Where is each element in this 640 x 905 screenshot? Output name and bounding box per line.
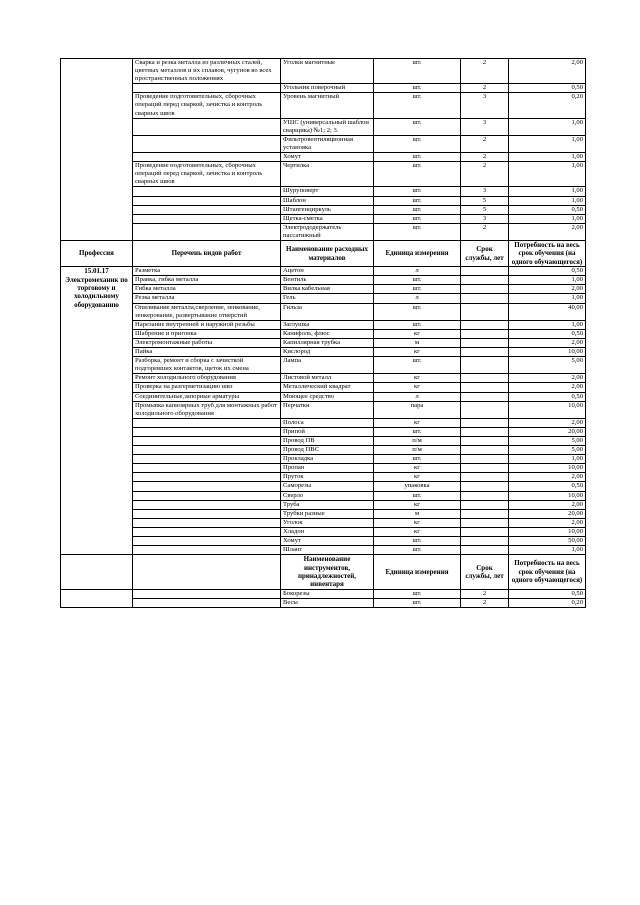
item-cell: Чертилка [281, 162, 374, 187]
unit-cell: шт. [374, 455, 461, 464]
document-page [60, 58, 585, 608]
qty-cell: 1,00 [509, 162, 586, 187]
item-cell: Провод ПВ [281, 436, 374, 445]
table-row [61, 294, 586, 303]
term-cell [461, 329, 509, 338]
table-row [61, 214, 586, 223]
unit-cell: шт. [374, 598, 461, 607]
work-cell [133, 135, 281, 152]
work-cell [133, 223, 281, 240]
term-cell [461, 267, 509, 276]
item-cell: Пропан [281, 464, 374, 473]
term-cell [461, 374, 509, 383]
work-cell [133, 491, 281, 500]
work-cell [133, 464, 281, 473]
term-cell: 2 [461, 162, 509, 187]
term-cell [461, 491, 509, 500]
item-cell: Хладон [281, 527, 374, 536]
table-row [61, 267, 586, 276]
qty-cell: 10,00 [509, 491, 586, 500]
work-cell [133, 446, 281, 455]
qty-cell: 20,00 [509, 509, 586, 518]
term-cell: 2 [461, 598, 509, 607]
qty-cell: 10,00 [509, 348, 586, 357]
header-profession: Профессия [61, 240, 133, 266]
qty-cell: 2,00 [509, 500, 586, 509]
unit-cell: шт. [374, 223, 461, 240]
term-cell: 3 [461, 214, 509, 223]
item-cell: Уголки магнитные [281, 59, 374, 84]
table-row [61, 436, 586, 445]
qty-cell: 0,20 [509, 93, 586, 118]
work-cell: Гибка металла [133, 285, 281, 294]
work-cell [133, 537, 281, 546]
unit-cell: кг [374, 464, 461, 473]
qty-cell: 1,00 [509, 276, 586, 285]
qty-cell: 10,00 [509, 527, 586, 536]
work-cell: Нарезание внутренней и наружной резьбы [133, 320, 281, 329]
unit-cell: шт. [374, 135, 461, 152]
table-row [61, 357, 586, 374]
item-cell: Металлический квадрат [281, 383, 374, 392]
term-cell: 2 [461, 589, 509, 598]
header-works: Перечень видов работ [133, 240, 281, 266]
table-row [61, 455, 586, 464]
item-cell: Заглушка [281, 320, 374, 329]
term-cell: 2 [461, 153, 509, 162]
item-cell: Трубки разные [281, 509, 374, 518]
header-cell-empty [133, 555, 281, 590]
table-row [61, 383, 586, 392]
term-cell [461, 383, 509, 392]
item-cell: Вентиль [281, 276, 374, 285]
table-row [61, 401, 586, 418]
table-row [61, 162, 586, 187]
unit-cell: л [374, 267, 461, 276]
term-cell [461, 320, 509, 329]
table-row [61, 509, 586, 518]
item-cell: Гель [281, 294, 374, 303]
unit-cell: кг [374, 527, 461, 536]
unit-cell: м [374, 509, 461, 518]
item-cell: Листовой металл [281, 374, 374, 383]
work-cell [133, 84, 281, 93]
work-cell: Резка металла [133, 294, 281, 303]
term-cell [461, 482, 509, 491]
unit-cell: кг [374, 348, 461, 357]
table-header-row [61, 240, 586, 266]
work-cell [133, 527, 281, 536]
table-row [61, 84, 586, 93]
table-row [61, 392, 586, 401]
qty-cell: 1,00 [509, 320, 586, 329]
term-cell [461, 455, 509, 464]
table-row [61, 205, 586, 214]
unit-cell: шт. [374, 427, 461, 436]
qty-cell: 0,50 [509, 84, 586, 93]
work-cell [133, 118, 281, 135]
unit-cell: шт. [374, 320, 461, 329]
qty-cell: 0,50 [509, 589, 586, 598]
unit-cell: шт. [374, 84, 461, 93]
item-cell: Штангенциркуль [281, 205, 374, 214]
term-cell: 2 [461, 223, 509, 240]
unit-cell: п/м [374, 446, 461, 455]
table-row [61, 427, 586, 436]
work-cell: Сварка и резка металла из различных сталей, цветных металлов и их сплавов, чугунов во всех пространственных положениях [133, 59, 281, 84]
term-cell [461, 546, 509, 555]
qty-cell: 1,00 [509, 214, 586, 223]
header-cell-empty [61, 555, 133, 590]
term-cell [461, 303, 509, 320]
unit-cell: шт. [374, 285, 461, 294]
work-cell [133, 187, 281, 196]
table-row [61, 473, 586, 482]
item-cell: Хомут [281, 153, 374, 162]
work-cell: Промывка капилярных труб для монтажных работ холодильного оборудования [133, 401, 281, 418]
term-cell: 3 [461, 93, 509, 118]
term-cell [461, 338, 509, 347]
unit-cell: шт. [374, 205, 461, 214]
work-cell: Разметка [133, 267, 281, 276]
header-term: Срок службы, лет [461, 555, 509, 590]
unit-cell: л [374, 294, 461, 303]
unit-cell: кг [374, 383, 461, 392]
item-cell: Фильтровентиляционная установка [281, 135, 374, 152]
item-cell: УШС (универсальный шаблон сварщика) №1; 2; 3. [281, 118, 374, 135]
table-row [61, 374, 586, 383]
term-cell: 5 [461, 196, 509, 205]
work-cell [133, 518, 281, 527]
work-cell [133, 546, 281, 555]
item-cell: Канифоль, флюс [281, 329, 374, 338]
work-cell: Ремонт холодильного оборудования [133, 374, 281, 383]
term-cell [461, 294, 509, 303]
table-row [61, 482, 586, 491]
table-row [61, 446, 586, 455]
qty-cell: 1,00 [509, 546, 586, 555]
qty-cell: 40,00 [509, 303, 586, 320]
unit-cell: шт. [374, 162, 461, 187]
term-cell [461, 418, 509, 427]
qty-cell: 20,00 [509, 427, 586, 436]
unit-cell: кг [374, 418, 461, 427]
qty-cell: 1,00 [509, 196, 586, 205]
item-cell: Шаблон [281, 196, 374, 205]
term-cell [461, 285, 509, 294]
qty-cell: 5,00 [509, 436, 586, 445]
table-row [61, 135, 586, 152]
unit-cell: кг [374, 329, 461, 338]
header-need: Потребность на весь срок обучения (на одного обучающегося) [509, 555, 586, 590]
table-row [61, 537, 586, 546]
term-cell [461, 527, 509, 536]
item-cell: Уровень магнитный [281, 93, 374, 118]
unit-cell: шт. [374, 589, 461, 598]
term-cell [461, 401, 509, 418]
qty-cell: 2,00 [509, 518, 586, 527]
work-cell [133, 598, 281, 607]
table-row [61, 93, 586, 118]
work-cell [133, 455, 281, 464]
work-cell: Соединительные,запорные арматуры [133, 392, 281, 401]
header-term: Срок службы, лет [461, 240, 509, 266]
qty-cell: 50,00 [509, 537, 586, 546]
item-cell: Припой [281, 427, 374, 436]
qty-cell: 1,00 [509, 153, 586, 162]
table-row [61, 464, 586, 473]
qty-cell: 10,00 [509, 464, 586, 473]
qty-cell: 10,00 [509, 401, 586, 418]
item-cell: Саморезы [281, 482, 374, 491]
term-cell [461, 509, 509, 518]
unit-cell: упаковка [374, 482, 461, 491]
qty-cell: 0,20 [509, 598, 586, 607]
work-cell: Разборка, ремонт и сборка с зачисткой подгоревших контактов, щеток их смена [133, 357, 281, 374]
item-cell: Пруток [281, 473, 374, 482]
work-cell: Проведение подготовительных, сборочных операций перед сваркой, зачистка и контроль сварных швов [133, 93, 281, 118]
table-row [61, 118, 586, 135]
table-row [61, 303, 586, 320]
item-cell: Моющее средство [281, 392, 374, 401]
table-row [61, 546, 586, 555]
unit-cell: шт. [374, 214, 461, 223]
qty-cell: 2,00 [509, 285, 586, 294]
unit-cell: кг [374, 518, 461, 527]
work-cell [133, 500, 281, 509]
table-row [61, 589, 586, 598]
qty-cell: 2,00 [509, 374, 586, 383]
qty-cell: 5,00 [509, 446, 586, 455]
item-cell: Шланг [281, 546, 374, 555]
item-cell: Полоса [281, 418, 374, 427]
unit-cell: шт. [374, 276, 461, 285]
table-row [61, 153, 586, 162]
qty-cell: 2,00 [509, 338, 586, 347]
table-row [61, 518, 586, 527]
item-cell: Бокорезы [281, 589, 374, 598]
table-row [61, 418, 586, 427]
item-cell: Уголок [281, 518, 374, 527]
work-cell [133, 436, 281, 445]
qty-cell: 0,50 [509, 392, 586, 401]
term-cell [461, 464, 509, 473]
header-unit: Единица измерения [374, 555, 461, 590]
qty-cell: 0,50 [509, 205, 586, 214]
term-cell [461, 276, 509, 285]
unit-cell: шт. [374, 491, 461, 500]
unit-cell: шт. [374, 93, 461, 118]
work-cell: Проведение подготовительных, сборочных операций перед сваркой, зачистка и контроль сварных швов [133, 162, 281, 187]
unit-cell: кг [374, 473, 461, 482]
table-row [61, 329, 586, 338]
table-row [61, 196, 586, 205]
term-cell [461, 537, 509, 546]
item-cell: Провод ПВС [281, 446, 374, 455]
work-cell [133, 482, 281, 491]
work-cell: Пайка [133, 348, 281, 357]
item-cell: Весы [281, 598, 374, 607]
term-cell: 3 [461, 187, 509, 196]
unit-cell: шт. [374, 537, 461, 546]
work-cell: Электромонтажные работы [133, 338, 281, 347]
unit-cell: м [374, 338, 461, 347]
qty-cell: 1,00 [509, 135, 586, 152]
term-cell: 5 [461, 205, 509, 214]
work-cell [133, 205, 281, 214]
work-cell: Проверка на разгерметизацию швз [133, 383, 281, 392]
table-row [61, 500, 586, 509]
table-row [61, 276, 586, 285]
item-cell: Прокладка [281, 455, 374, 464]
work-cell [133, 196, 281, 205]
materials-table [60, 58, 586, 608]
term-cell [461, 518, 509, 527]
work-cell [133, 418, 281, 427]
item-cell: Кислород [281, 348, 374, 357]
unit-cell: шт. [374, 196, 461, 205]
work-cell [133, 153, 281, 162]
unit-cell: кг [374, 374, 461, 383]
work-cell [133, 427, 281, 436]
table-row [61, 187, 586, 196]
unit-cell: пара [374, 401, 461, 418]
term-cell: 3 [461, 118, 509, 135]
table-header-row [61, 555, 586, 590]
unit-cell: п/м [374, 436, 461, 445]
unit-cell: шт. [374, 303, 461, 320]
term-cell [461, 392, 509, 401]
table-row [61, 598, 586, 607]
unit-cell: л [374, 392, 461, 401]
header-item: Наименование расходных материалов [281, 240, 374, 266]
item-cell: Ацетон [281, 267, 374, 276]
qty-cell: 0,50 [509, 267, 586, 276]
work-cell: Шабрение и пригонка [133, 329, 281, 338]
qty-cell: 2,00 [509, 383, 586, 392]
term-cell [461, 427, 509, 436]
qty-cell: 0,50 [509, 329, 586, 338]
unit-cell: шт. [374, 118, 461, 135]
table-row [61, 338, 586, 347]
work-cell: Опиливание металла,сверление, зенкование, зенкерование, развертывание отверстий [133, 303, 281, 320]
profession-cell [61, 589, 133, 607]
item-cell: Перчатки [281, 401, 374, 418]
table-row [61, 59, 586, 84]
table-row [61, 527, 586, 536]
profession-cell: 15.01.17 Электромеханик по торговому и холодильному оборудованию [61, 267, 133, 555]
work-cell [133, 589, 281, 598]
table-row [61, 491, 586, 500]
qty-cell: 2,00 [509, 418, 586, 427]
unit-cell: шт. [374, 187, 461, 196]
table-row [61, 348, 586, 357]
item-cell: Угольник поверочный [281, 84, 374, 93]
header-item: Наименование инструментов, принадлежностей, инвентаря [281, 555, 374, 590]
qty-cell: 0,50 [509, 482, 586, 491]
item-cell: Труба [281, 500, 374, 509]
term-cell [461, 446, 509, 455]
qty-cell: 2,00 [509, 223, 586, 240]
unit-cell: шт. [374, 546, 461, 555]
table-row [61, 285, 586, 294]
profession-cell [61, 59, 133, 241]
item-cell: Щетка-сметка [281, 214, 374, 223]
table-row [61, 320, 586, 329]
term-cell: 2 [461, 84, 509, 93]
header-need: Потребность на весь срок обучения (на одного обучающегося) [509, 240, 586, 266]
unit-cell: кг [374, 500, 461, 509]
item-cell: Гильза [281, 303, 374, 320]
qty-cell: 1,00 [509, 187, 586, 196]
work-cell [133, 509, 281, 518]
qty-cell: 1,00 [509, 455, 586, 464]
header-unit: Единица измерения [374, 240, 461, 266]
qty-cell: 1,00 [509, 118, 586, 135]
qty-cell: 1,00 [509, 294, 586, 303]
unit-cell: шт. [374, 59, 461, 84]
work-cell: Правка, гибка металла [133, 276, 281, 285]
term-cell: 2 [461, 135, 509, 152]
term-cell [461, 436, 509, 445]
term-cell [461, 348, 509, 357]
qty-cell: 2,00 [509, 59, 586, 84]
item-cell: Хомут [281, 537, 374, 546]
item-cell: Шуруповерт [281, 187, 374, 196]
item-cell: Капиллярная трубка [281, 338, 374, 347]
qty-cell: 5,00 [509, 357, 586, 374]
item-cell: Сверло [281, 491, 374, 500]
table-row [61, 223, 586, 240]
work-cell [133, 473, 281, 482]
unit-cell: шт. [374, 153, 461, 162]
term-cell [461, 357, 509, 374]
term-cell: 2 [461, 59, 509, 84]
unit-cell: шт. [374, 357, 461, 374]
term-cell [461, 500, 509, 509]
item-cell: Вилка кабельная [281, 285, 374, 294]
item-cell: Электрододержатель пассатижный [281, 223, 374, 240]
item-cell: Лампа [281, 357, 374, 374]
qty-cell: 2,00 [509, 473, 586, 482]
term-cell [461, 473, 509, 482]
work-cell [133, 214, 281, 223]
